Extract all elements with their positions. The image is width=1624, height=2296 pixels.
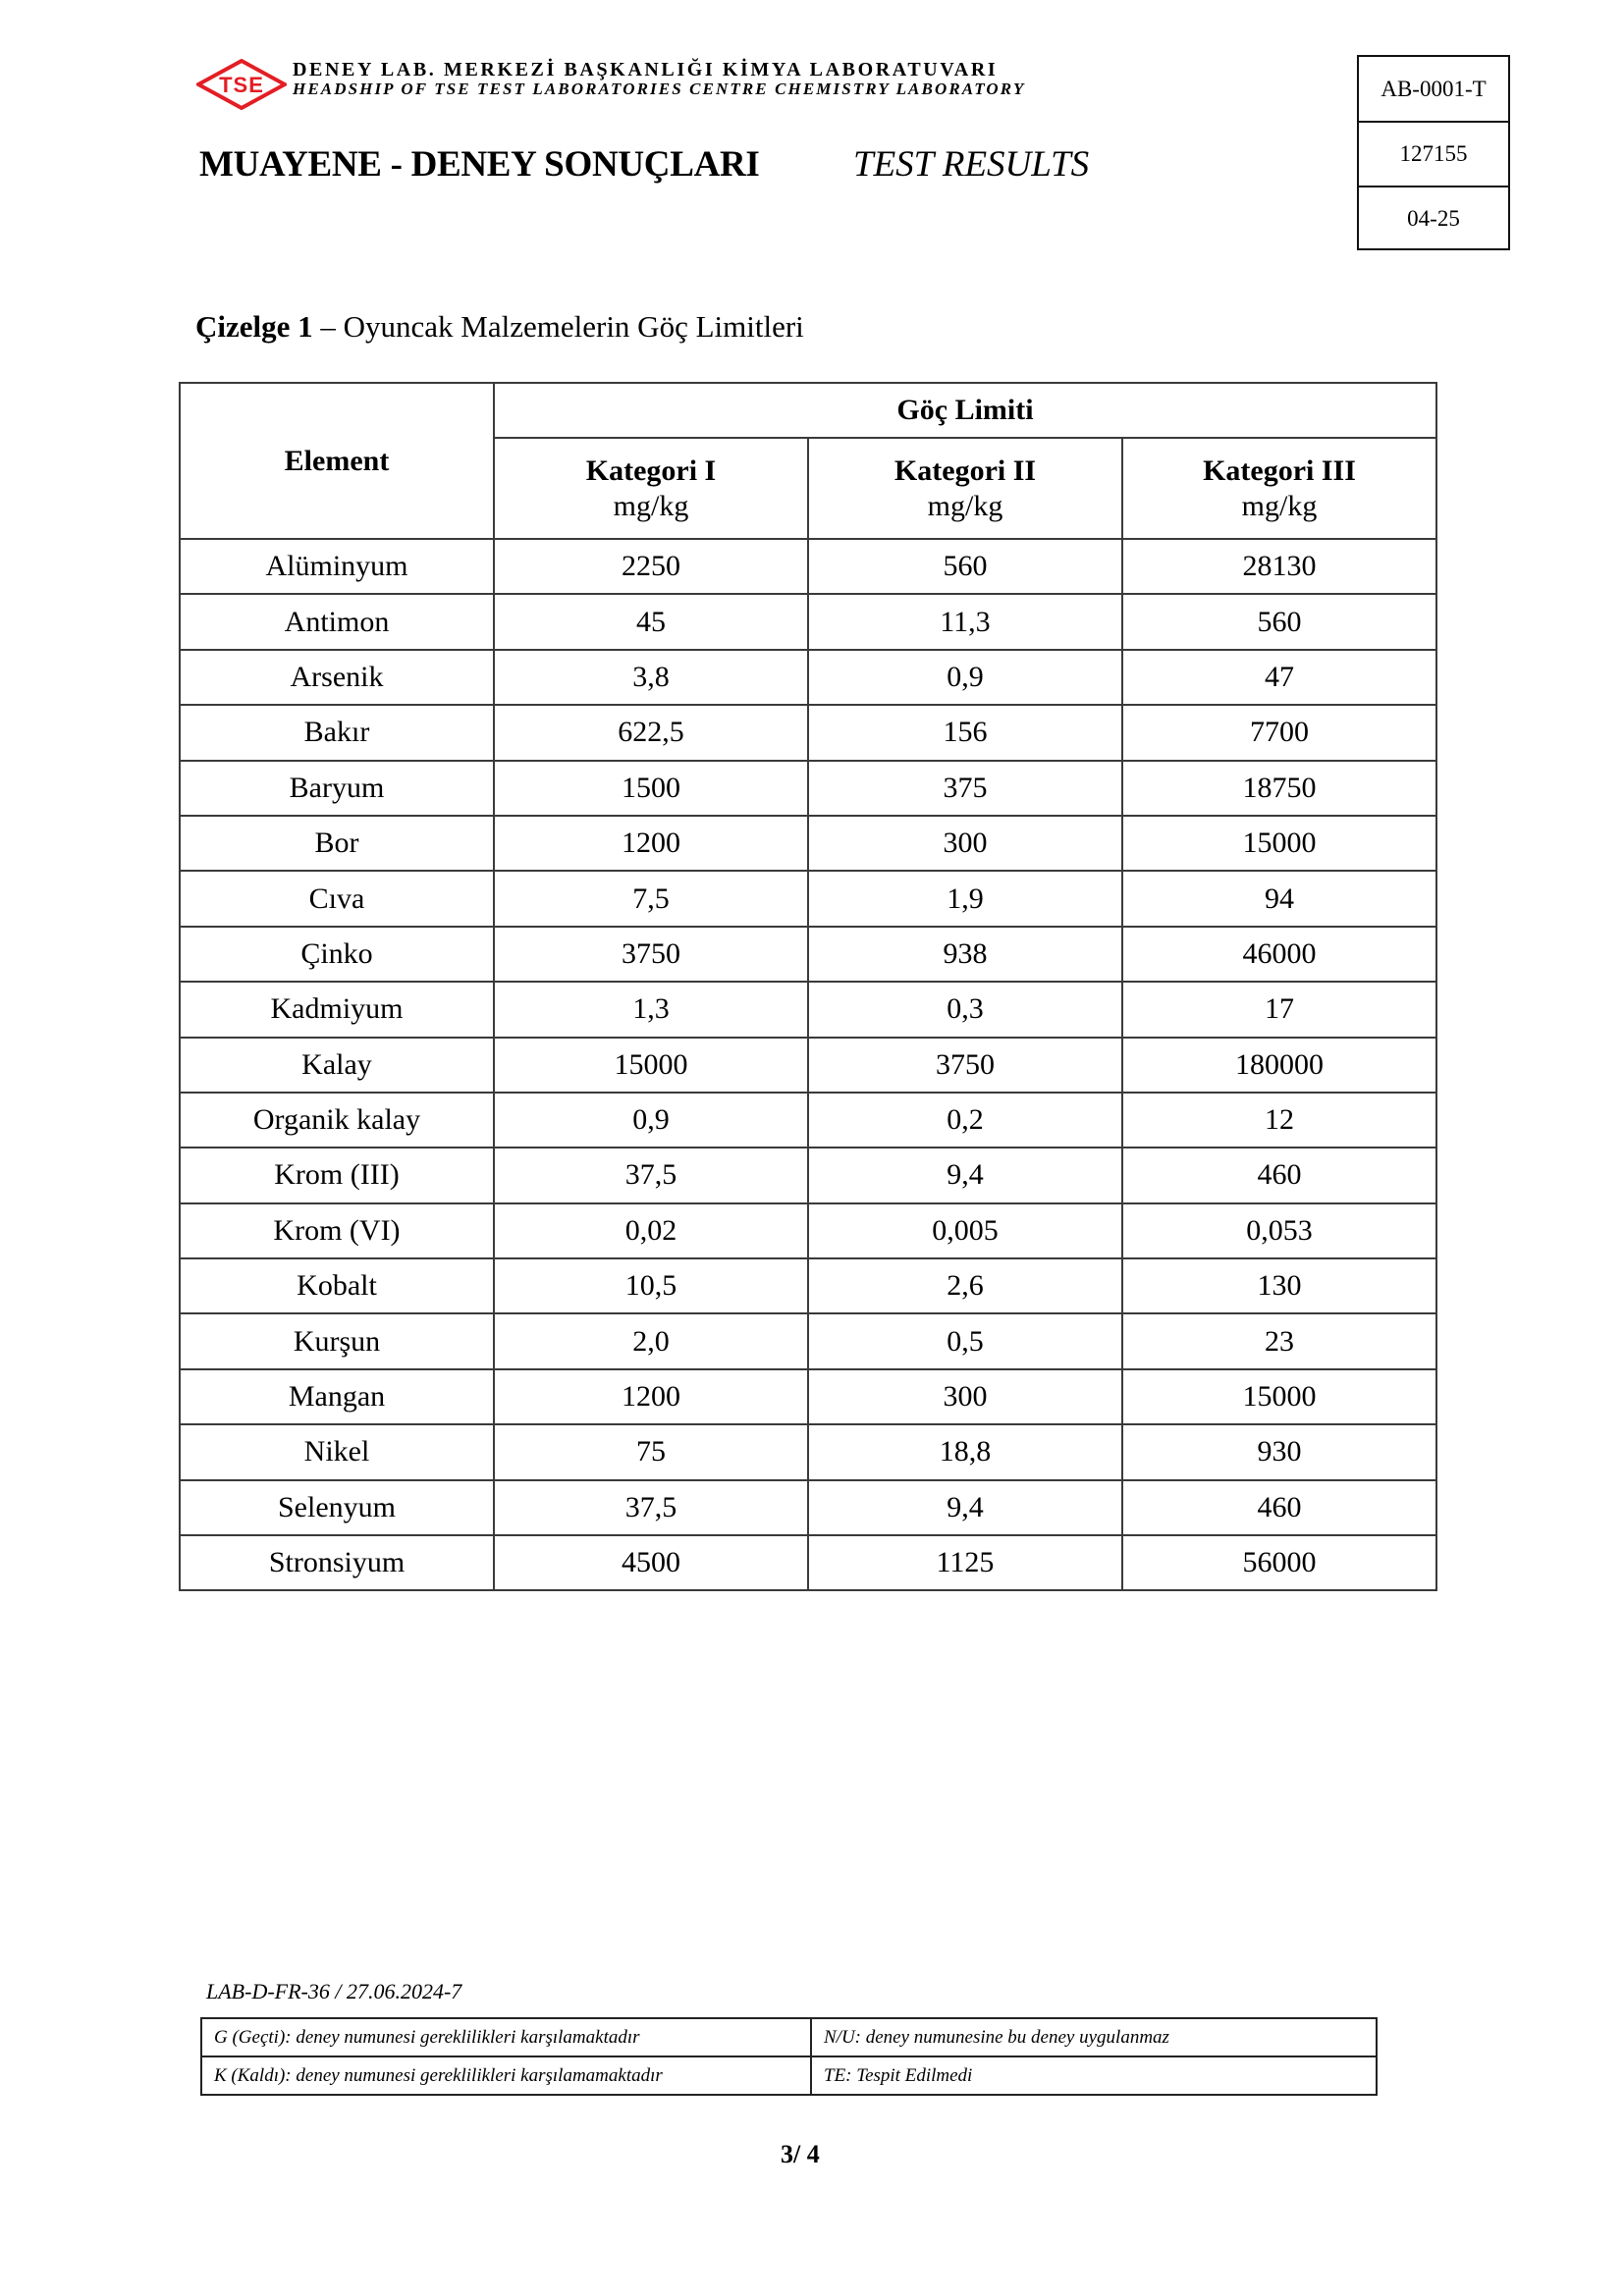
limit-value-kategori-2: 300 [808,816,1122,871]
limit-value-kategori-1: 37,5 [494,1148,808,1202]
limit-value-kategori-1: 45 [494,594,808,649]
table-row [180,705,1436,760]
table-body [180,539,1436,1590]
element-name: Çinko [180,927,494,982]
limit-value-kategori-2: 0,2 [808,1093,1122,1148]
limit-value-kategori-2: 3750 [808,1038,1122,1093]
table-row [180,1203,1436,1258]
limit-value-kategori-2: 9,4 [808,1148,1122,1202]
caption-label: Çizelge 1 [195,309,313,344]
form-code: LAB-D-FR-36 / 27.06.2024-7 [206,1979,462,2003]
element-name: Selenyum [180,1480,494,1535]
report-number: 127155 [1359,121,1508,186]
table-row [180,594,1436,649]
element-name: Mangan [180,1369,494,1424]
element-name: Krom (III) [180,1148,494,1202]
table-row [180,1369,1436,1424]
limit-value-kategori-3: 28130 [1122,539,1436,594]
limit-value-kategori-1: 15000 [494,1038,808,1093]
element-name: Baryum [180,761,494,816]
table-row [180,1148,1436,1202]
element-name: Kurşun [180,1313,494,1368]
element-name: Cıva [180,871,494,926]
limit-value-kategori-2: 300 [808,1369,1122,1424]
limit-value-kategori-3: 7700 [1122,705,1436,760]
limit-value-kategori-1: 622,5 [494,705,808,760]
caption-text: Oyuncak Malzemelerin Göç Limitleri [343,309,804,344]
limit-value-kategori-3: 94 [1122,871,1436,926]
column-header-kategori-1 [494,438,808,539]
limit-value-kategori-2: 0,5 [808,1313,1122,1368]
table-row [180,1535,1436,1590]
table-row [180,761,1436,816]
legend-row [201,2056,1377,2095]
limit-value-kategori-3: 560 [1122,594,1436,649]
table-row [180,1258,1436,1313]
limit-value-kategori-1: 3,8 [494,650,808,705]
element-name: Kadmiyum [180,982,494,1037]
limit-value-kategori-2: 11,3 [808,594,1122,649]
legend-not-applicable: N/U: deney numunesine bu deney uygulanmaz [811,2018,1377,2056]
limit-value-kategori-3: 15000 [1122,816,1436,871]
legend-fail: K (Kaldı): deney numunesi gereklilikleri karşılamamaktadır [201,2056,811,2095]
limit-value-kategori-2: 560 [808,539,1122,594]
column-header-kategori-3 [1122,438,1436,539]
limit-value-kategori-1: 1,3 [494,982,808,1037]
table-row [180,1093,1436,1148]
limit-value-kategori-2: 156 [808,705,1122,760]
limit-value-kategori-3: 0,053 [1122,1203,1436,1258]
element-name: Antimon [180,594,494,649]
limit-value-kategori-1: 10,5 [494,1258,808,1313]
table-row [180,1424,1436,1479]
limit-value-kategori-1: 4500 [494,1535,808,1590]
limit-value-kategori-2: 0,9 [808,650,1122,705]
page-title-en: TEST RESULTS [853,144,1090,185]
limit-value-kategori-2: 0,3 [808,982,1122,1037]
organization-name-tr: DENEY LAB. MERKEZİ BAŞKANLIĞI KİMYA LABORATUVARI [293,59,999,80]
element-name: Bor [180,816,494,871]
column-label: Kategori I [585,454,717,487]
limit-value-kategori-3: 460 [1122,1480,1436,1535]
limit-value-kategori-1: 2,0 [494,1313,808,1368]
limit-value-kategori-3: 47 [1122,650,1436,705]
migration-limits-table [179,382,1437,1591]
limit-value-kategori-3: 12 [1122,1093,1436,1148]
limit-value-kategori-1: 1200 [494,1369,808,1424]
element-name: Alüminyum [180,539,494,594]
legend-not-detected: TE: Tespit Edilmedi [811,2056,1377,2095]
limit-value-kategori-2: 938 [808,927,1122,982]
table-row [180,539,1436,594]
limit-value-kategori-1: 7,5 [494,871,808,926]
column-unit: mg/kg [613,489,689,522]
table-row [180,1480,1436,1535]
column-header-kategori-2 [808,438,1122,539]
report-date: 04-25 [1359,186,1508,250]
limit-value-kategori-2: 2,6 [808,1258,1122,1313]
element-name: Bakır [180,705,494,760]
limit-value-kategori-1: 0,02 [494,1203,808,1258]
limit-value-kategori-2: 375 [808,761,1122,816]
limit-value-kategori-3: 17 [1122,982,1436,1037]
element-name: Kalay [180,1038,494,1093]
element-name: Kobalt [180,1258,494,1313]
table-row [180,871,1436,926]
page-number: 3/ 4 [781,2140,820,2168]
limit-value-kategori-1: 1200 [494,816,808,871]
limit-value-kategori-3: 460 [1122,1148,1436,1202]
element-name: Arsenik [180,650,494,705]
group-header: Göç Limiti [494,383,1436,438]
limit-value-kategori-1: 37,5 [494,1480,808,1535]
table-caption [195,307,804,347]
limit-value-kategori-1: 1500 [494,761,808,816]
element-column-header: Element [180,383,494,539]
element-name: Nikel [180,1424,494,1479]
limit-value-kategori-2: 1,9 [808,871,1122,926]
limit-value-kategori-3: 23 [1122,1313,1436,1368]
caption-separator: – [312,309,344,344]
column-label: Kategori II [893,454,1037,487]
element-name: Krom (VI) [180,1203,494,1258]
limit-value-kategori-1: 2250 [494,539,808,594]
organization-name-en: HEADSHIP OF TSE TEST LABORATORIES CENTRE CHEMISTRY LABORATORY [293,80,1026,98]
legend-pass: G (Geçti): deney numunesi gereklilikleri karşılamaktadır [201,2018,811,2056]
logo-text: TSE [219,73,264,97]
limit-value-kategori-2: 0,005 [808,1203,1122,1258]
limit-value-kategori-1: 3750 [494,927,808,982]
reference-box [1357,55,1510,250]
table-row [180,1038,1436,1093]
table-row [180,927,1436,982]
table-row [180,816,1436,871]
table-row [180,650,1436,705]
table-row [180,982,1436,1037]
limit-value-kategori-2: 18,8 [808,1424,1122,1479]
legend-row [201,2018,1377,2056]
document-code: AB-0001-T [1380,76,1487,101]
limit-value-kategori-1: 0,9 [494,1093,808,1148]
column-label: Kategori III [1203,454,1356,487]
limit-value-kategori-1: 75 [494,1424,808,1479]
column-unit: mg/kg [1241,489,1318,522]
limit-value-kategori-3: 130 [1122,1258,1436,1313]
tse-logo-icon [196,59,287,110]
limit-value-kategori-2: 1125 [808,1535,1122,1590]
element-name: Organik kalay [180,1093,494,1148]
page-title-tr: MUAYENE - DENEY SONUÇLARI [199,144,760,185]
table-row [180,1313,1436,1368]
limit-value-kategori-3: 46000 [1122,927,1436,982]
column-unit: mg/kg [927,489,1003,522]
limit-value-kategori-2: 9,4 [808,1480,1122,1535]
limit-value-kategori-3: 56000 [1122,1535,1436,1590]
element-name: Stronsiyum [180,1535,494,1590]
limit-value-kategori-3: 18750 [1122,761,1436,816]
result-legend-table [200,2017,1378,2096]
limit-value-kategori-3: 180000 [1122,1038,1436,1093]
limit-value-kategori-3: 930 [1122,1424,1436,1479]
limit-value-kategori-3: 15000 [1122,1369,1436,1424]
